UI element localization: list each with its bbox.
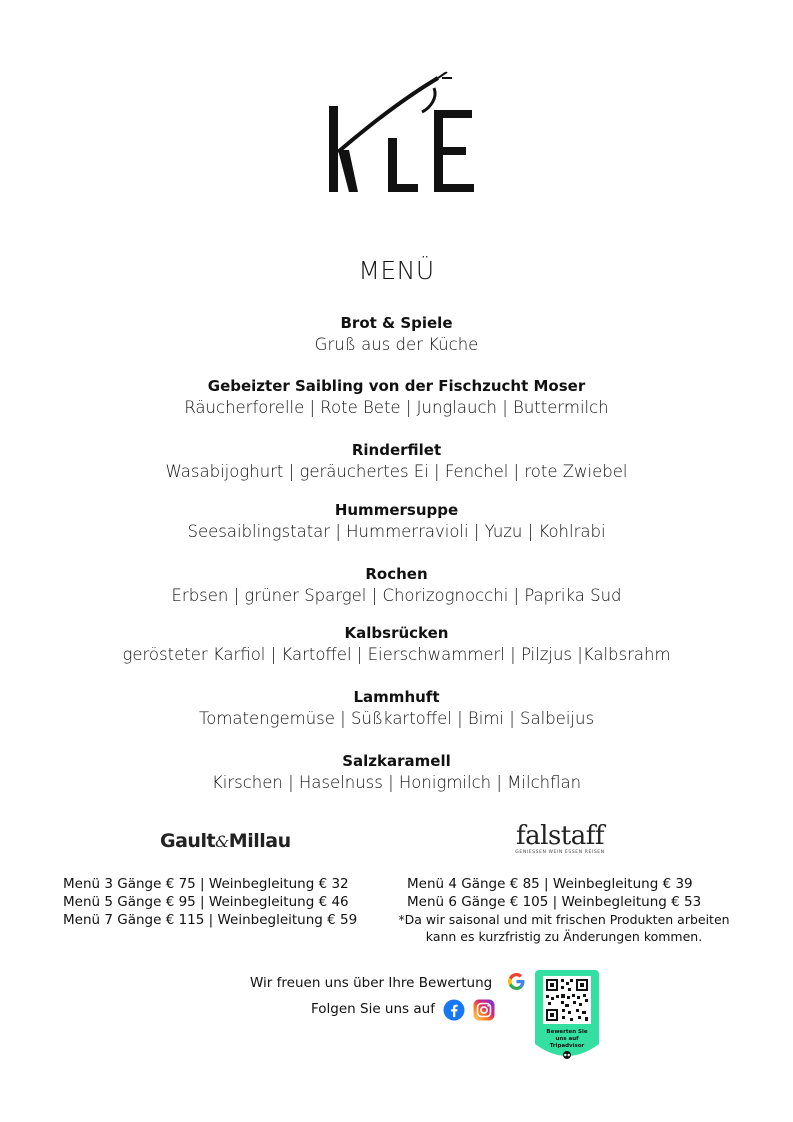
course-desc: Tomatengemüse | Süßkartoffel | Bimi | Salbeijus <box>198 709 595 728</box>
page-title: MENÜ <box>358 256 435 285</box>
instagram-icon[interactable] <box>473 999 495 1021</box>
course-name: Rinderfilet <box>351 441 442 459</box>
course-desc: Kirschen | Haselnuss | Honigmilch | Milchflan <box>211 773 582 792</box>
note-text: kann es kurzfristig zu Änderungen kommen. <box>425 929 703 944</box>
price-line: Menü 4 Gänge € 85 | Weinbegleitung € 39 <box>407 876 693 892</box>
follow-text: Folgen Sie uns auf <box>311 1001 435 1017</box>
kle-logo <box>326 70 478 196</box>
falstaff-logo: falstaff GENIESSEN WEIN ESSEN REISEN <box>515 821 605 855</box>
course-name: Lammhuft <box>353 688 440 706</box>
course-name: Hummersuppe <box>334 501 459 519</box>
google-icon[interactable] <box>506 971 527 992</box>
tripadvisor-label-3: Tripadvisor <box>549 1043 585 1049</box>
course-name: Rochen <box>365 565 428 583</box>
course-name: Gebeizter Saibling von der Fischzucht Moser <box>207 377 586 395</box>
tripadvisor-label-1: Bewerten Sie <box>546 1029 588 1035</box>
course-desc: Seesaiblingstatar | Hummerravioli | Yuzu | Kohlrabi <box>187 522 606 541</box>
course-name: Brot & Spiele <box>340 314 453 332</box>
facebook-icon[interactable] <box>443 999 465 1021</box>
review-text: Wir freuen uns über Ihre Bewertung <box>250 975 493 991</box>
tripadvisor-label-2: uns auf <box>555 1036 579 1042</box>
course-desc: Räucherforelle | Rote Bete | Junglauch | Buttermilch <box>184 398 609 417</box>
course-desc: gerösteter Karfiol | Kartoffel | Eierschwammerl | Pilzjus |Kalbsrahm <box>122 645 671 664</box>
price-line: Menü 3 Gänge € 75 | Weinbegleitung € 32 <box>63 876 349 892</box>
price-line: Menü 7 Gänge € 115 | Weinbegleitung € 59 <box>63 912 358 928</box>
course-desc: Wasabijoghurt | geräuchertes Ei | Fenchel | rote Zwiebel <box>165 462 628 481</box>
course-desc: Gruß aus der Küche <box>314 335 479 354</box>
course-desc: Erbsen | grüner Spargel | Chorizognocchi | Paprika Sud <box>171 586 622 605</box>
tripadvisor-review-card[interactable] <box>535 970 599 1062</box>
price-line: Menü 5 Gänge € 95 | Weinbegleitung € 46 <box>63 894 349 910</box>
course-name: Kalbsrücken <box>344 624 449 642</box>
course-name: Salzkaramell <box>342 752 451 770</box>
tripadvisor-owl-icon <box>563 1051 571 1059</box>
note-text: *Da wir saisonal und mit frischen Produkten arbeiten <box>398 912 730 927</box>
price-line: Menü 6 Gänge € 105 | Weinbegleitung € 53 <box>407 894 702 910</box>
gault-millau-logo: Gault&Millau <box>160 830 291 852</box>
